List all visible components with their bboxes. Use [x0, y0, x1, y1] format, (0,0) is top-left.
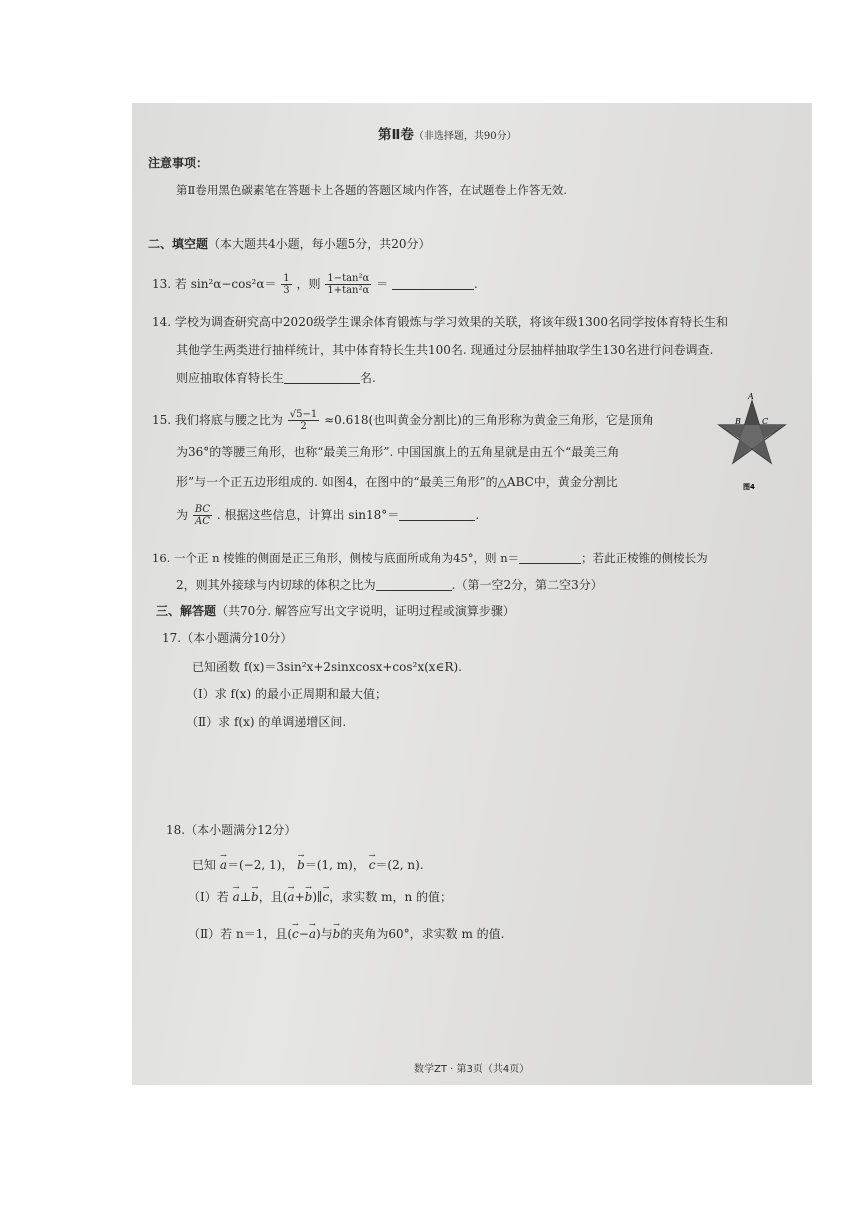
vector-b: → b — [305, 889, 313, 905]
plus-symbol: + — [294, 890, 305, 904]
q16-answer-blank-2[interactable] — [376, 578, 452, 591]
minus-symbol: − — [298, 927, 309, 941]
q15-line-2: 为36°的等腰三角形，也称“最美三角形”. 中国国旗上的五角星就是由五个“最美三角 — [176, 445, 620, 459]
q15-text-1: 我们将底与腰之比为 — [174, 413, 283, 427]
q14-line-3 — [176, 370, 376, 386]
label-a: A — [748, 393, 754, 401]
q15-ac: AC — [195, 516, 210, 527]
q13-fraction-2 — [325, 273, 371, 296]
vector-c: → c — [369, 857, 376, 873]
q15-text-1-end: ≈0.618(也叫黄金分割比)的三角形称为黄金三角形，它是顶角 — [324, 413, 654, 427]
vector-c: → c — [292, 926, 299, 942]
q18-p2-text: （Ⅱ）若 n＝1，且( — [188, 927, 293, 941]
q17-given: 已知函数 f(x)＝3sin²x+2sinxcosx+cos²x(x∈R). — [192, 660, 462, 674]
q18-p2-mid: )与 — [315, 927, 333, 941]
q13-equals: ＝ — [376, 277, 389, 291]
q16-answer-blank-1[interactable] — [519, 551, 581, 564]
q16-text-2-end: .（第一空2分，第二空3分） — [451, 578, 603, 592]
q18-given — [192, 857, 424, 873]
q15-golden-fraction — [288, 409, 319, 432]
q14-text-3: 则应抽取体育特长生 — [176, 371, 285, 385]
volume-note: （非选择题，共90分） — [413, 131, 517, 142]
q15-bc: BC — [194, 504, 211, 515]
q14-line-1 — [152, 314, 728, 330]
q18-p1-end: ，求实数 m，n 的值； — [329, 890, 453, 904]
vector-b: → b — [251, 889, 259, 905]
section3-heading — [156, 603, 515, 619]
q16-line-2 — [176, 577, 603, 593]
vector-a: → a — [233, 889, 240, 905]
q14-line-2: 其他学生两类进行抽样统计，其中体育特长生共100名. 现通过分层抽样抽取学生130名进行问卷调查. — [176, 343, 714, 357]
q14-answer-blank[interactable] — [284, 371, 360, 384]
q13-f2-num: 1−tan²α — [327, 273, 370, 284]
q14-text-1: 学校为调查研究高中2020级学生课余体育锻炼与学习效果的关联，将该年级1300名同学按体育特长生和 — [174, 315, 729, 329]
q17-part-2: （Ⅱ）求 f(x) 的单调递增区间. — [186, 715, 347, 729]
notice-title: 注意事项： — [148, 156, 209, 170]
q16-number: 16. — [152, 551, 171, 565]
perp-symbol: ⊥ — [239, 890, 252, 904]
exam-paper — [132, 103, 812, 1085]
q13-expression: 若 sin²α−cos²α＝ — [174, 277, 277, 291]
q18-header: 18.（本小题满分12分） — [166, 823, 297, 837]
section2-note: （本大题共4小题，每小题5分，共20分） — [208, 237, 431, 251]
q17-header: 17.（本小题满分10分） — [162, 631, 293, 645]
label-b: B — [735, 417, 741, 426]
q18-p1-mid: ，且( — [258, 890, 288, 904]
label-c: C — [762, 417, 769, 426]
q15-text-4-mid: . 根据这些信息，计算出 sin18°＝ — [216, 508, 400, 522]
notice-text: 第Ⅱ卷用黑色碳素笔在答题卡上各题的答题区域内作答，在试题卷上作答无效. — [176, 183, 567, 197]
section2-heading — [148, 236, 431, 252]
q18-part-1 — [188, 889, 452, 905]
pentagram-figure — [707, 393, 797, 493]
q18-p1-text: （Ⅰ）若 — [188, 890, 229, 904]
q15-line-1 — [152, 409, 654, 432]
q18-b-value: ＝(1, m)， — [304, 858, 365, 872]
q16-text-1: 一个正 n 棱锥的侧面是正三角形，侧棱与底面所成角为45°，则 n＝ — [173, 551, 520, 565]
vector-a: → a — [287, 889, 294, 905]
q13-fraction-1 — [281, 273, 291, 296]
q16-line-1 — [152, 550, 708, 566]
question-13: 13. 若 sin²α−cos²α＝ $\frac{1}{3}$ ，则 $\frac{\text{1−tan²α}}{\text{1+tan²α}}$ ＝ . — [152, 273, 478, 296]
q15-line-4: 为 $\frac{BC}{AC}$ . 根据这些信息，计算出 sin18°＝ . — [176, 504, 480, 527]
q13-number: 13. — [152, 277, 172, 291]
page-footer: 数学ZT · 第3页（共4页） — [414, 1064, 530, 1075]
vector-c: → c — [323, 889, 330, 905]
vector-a: → a — [309, 926, 316, 942]
volume-label: 第Ⅱ卷 — [378, 127, 414, 143]
triangle-abc — [745, 401, 759, 425]
figure-caption: 图4 — [743, 483, 755, 491]
q18-p2-end: 的夹角为60°，求实数 m 的值. — [340, 927, 505, 941]
q18-given-label: 已知 — [192, 858, 217, 872]
q13-f2-den: 1+tan²α — [327, 285, 370, 296]
q16-text-2: 2，则其外接球与内切球的体积之比为 — [176, 578, 376, 592]
parallel-symbol: )∥ — [312, 890, 323, 904]
q13-then: ，则 — [296, 277, 321, 291]
q17-part-1: （Ⅰ）求 f(x) 的最小正周期和最大值； — [186, 687, 387, 701]
volume-title — [378, 127, 517, 145]
q15-frac-den: 2 — [300, 421, 307, 432]
section3-note: （共70分. 解答应写出文字说明，证明过程或演算步骤） — [216, 604, 515, 618]
vector-b: → b — [297, 857, 305, 873]
q15-number: 15. — [152, 413, 172, 427]
q16-text-1-end: ；若此正棱锥的侧棱长为 — [581, 551, 708, 565]
vector-b: → b — [333, 926, 341, 942]
vector-a: → a — [220, 857, 227, 873]
q15-frac-num: √5−1 — [289, 409, 318, 420]
section2-title: 二、填空题 — [148, 237, 209, 251]
q15-line-3: 形”与一个正五边形组成的. 如图4，在图中的“最美三角形”的△ABC中，黄金分割比 — [176, 475, 618, 489]
q13-answer-blank[interactable] — [392, 277, 474, 290]
q18-a-value: ＝(−2, 1)， — [227, 858, 294, 872]
q15-bc-ac-fraction — [193, 504, 212, 527]
section3-title: 三、解答题 — [156, 604, 217, 618]
q13-f1-num: 1 — [283, 273, 290, 284]
q18-part-2 — [188, 926, 504, 942]
q14-number: 14. — [152, 315, 172, 329]
q13-f1-den: 3 — [283, 285, 290, 296]
q18-c-value: ＝(2, n). — [375, 858, 424, 872]
q14-text-3-end: 名. — [360, 371, 376, 385]
q15-answer-blank[interactable] — [399, 508, 475, 521]
q15-text-4: 为 — [176, 508, 189, 522]
